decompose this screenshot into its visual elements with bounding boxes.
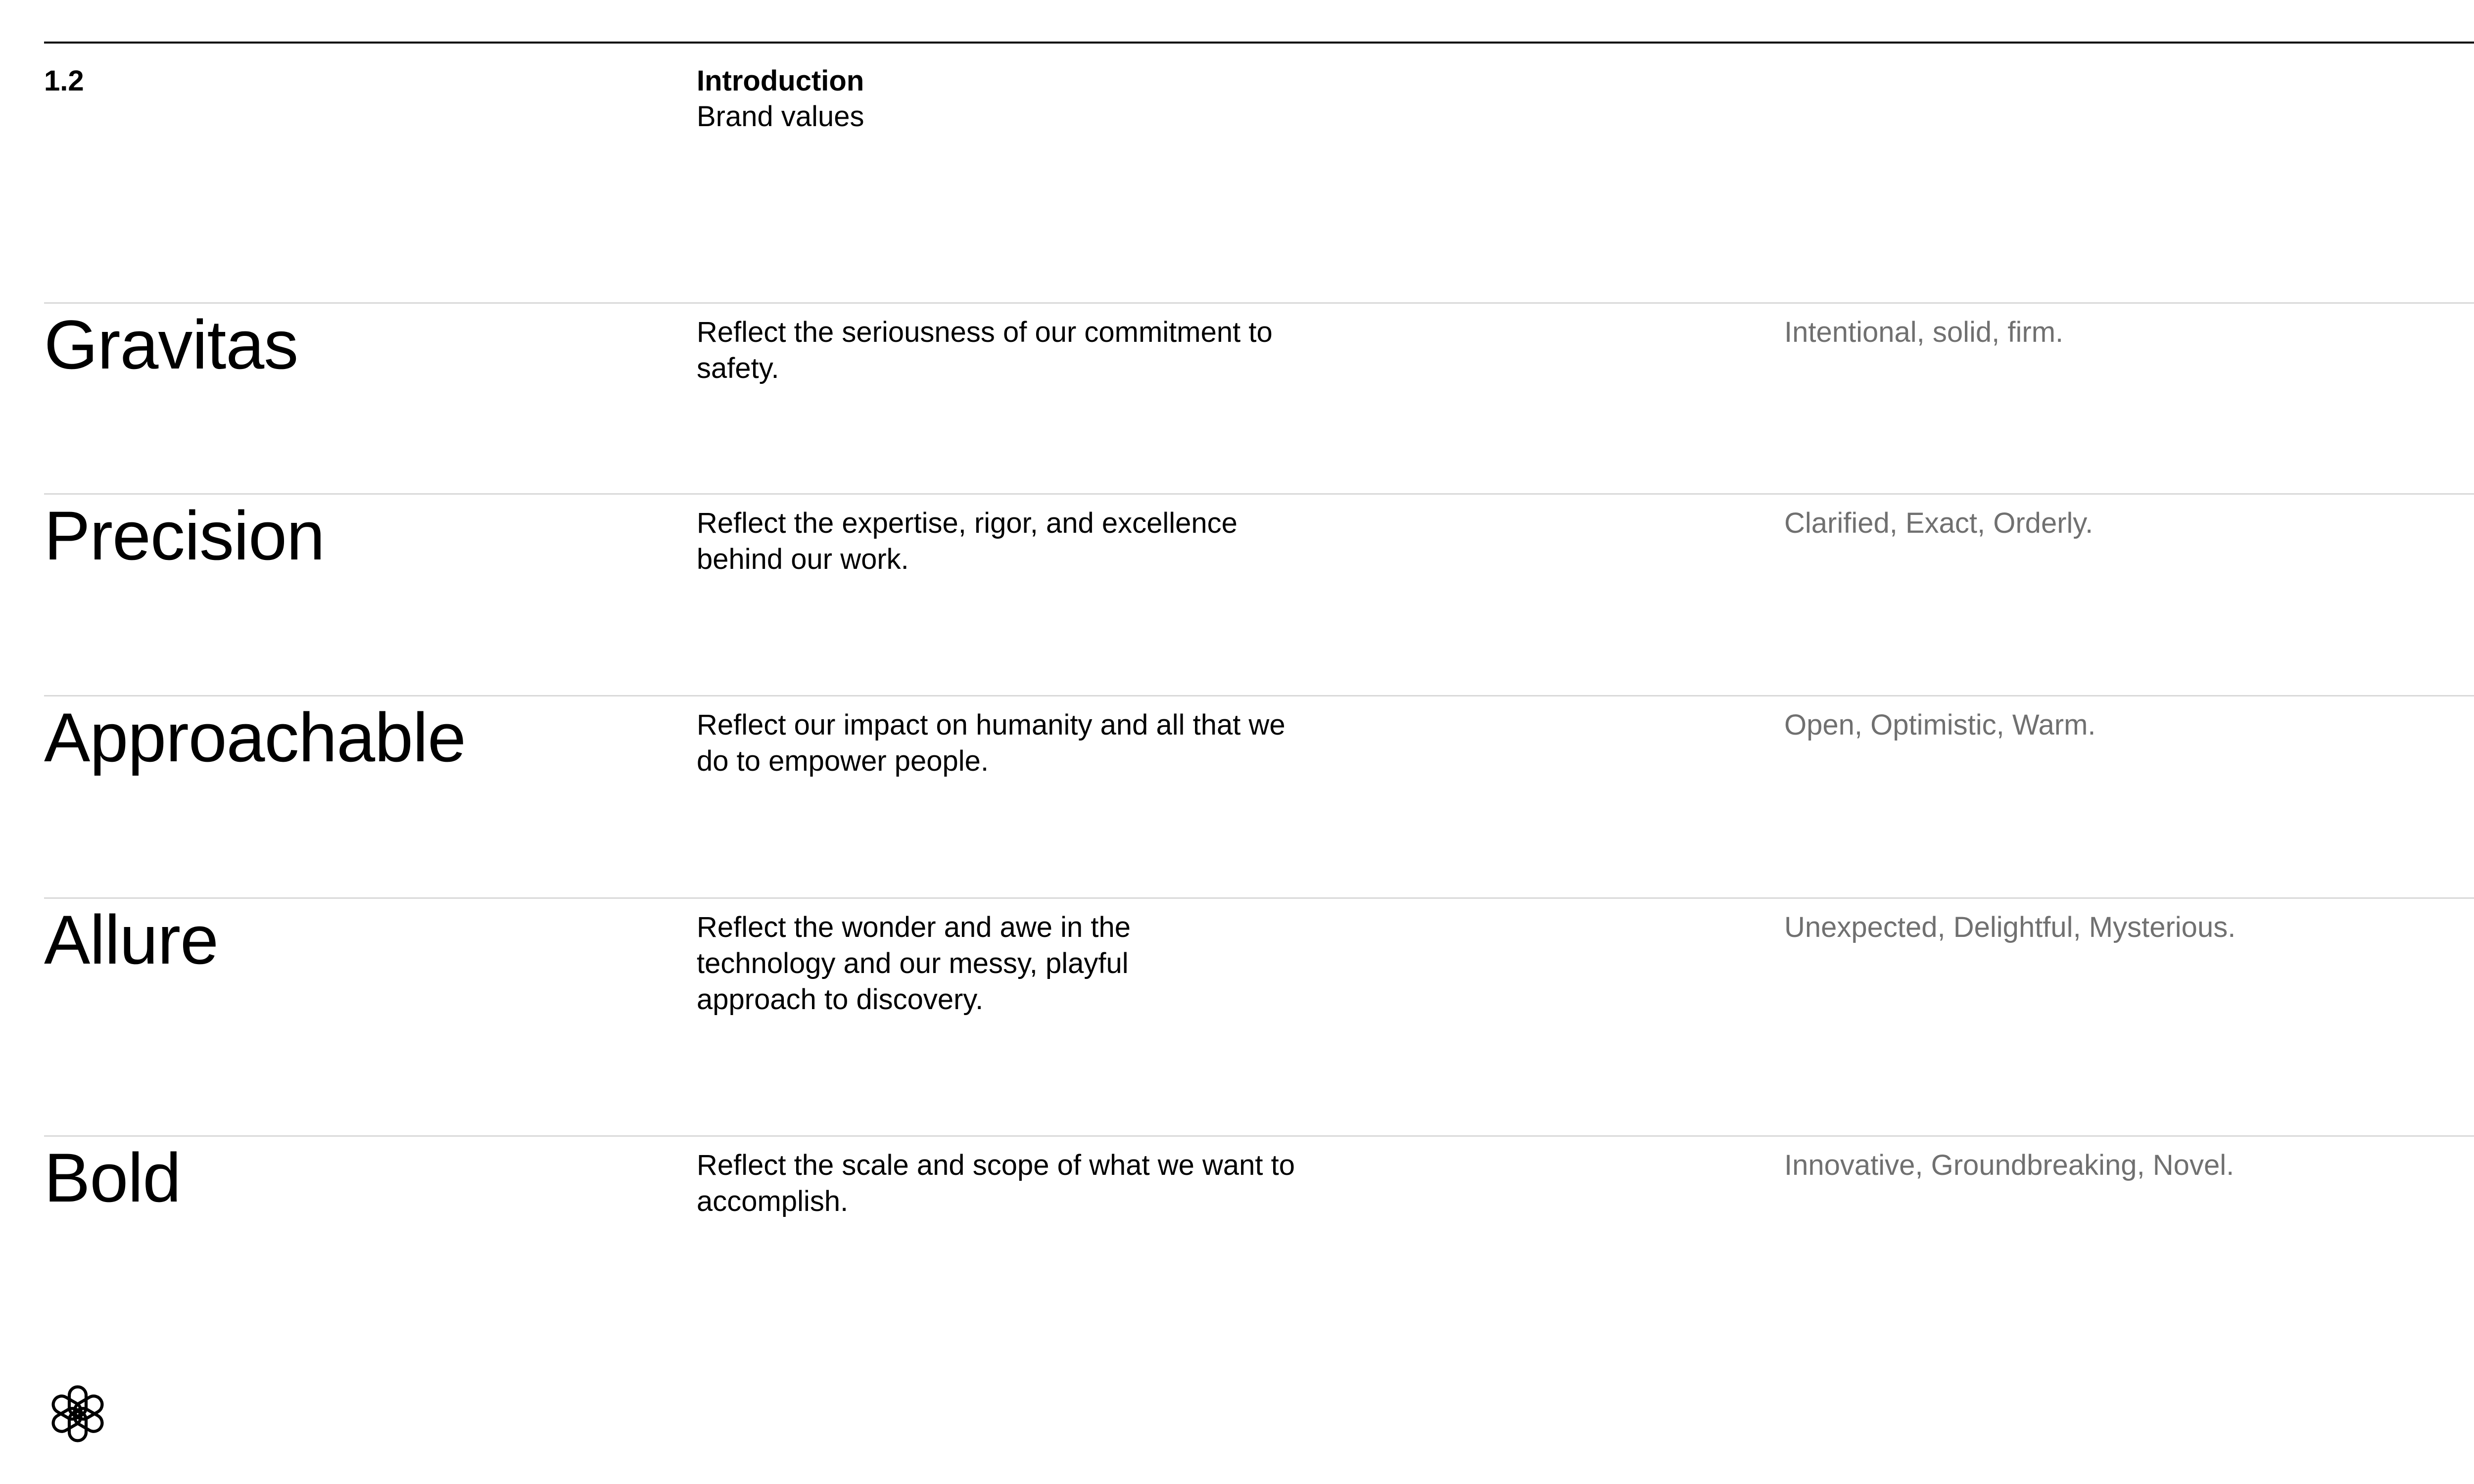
value-description: Reflect the wonder and awe in the technology and our messy, playful approach to discovery. bbox=[697, 911, 1131, 1016]
value-description: Reflect our impact on humanity and all that we do to empower people. bbox=[697, 709, 1285, 777]
row-divider bbox=[44, 493, 2474, 495]
value-traits: Unexpected, Delightful, Mysterious. bbox=[1784, 911, 2236, 943]
row-divider bbox=[44, 302, 2474, 304]
value-name: Allure bbox=[44, 901, 218, 978]
row-divider bbox=[44, 1135, 2474, 1137]
value-name: Approachable bbox=[44, 698, 466, 776]
value-traits: Clarified, Exact, Orderly. bbox=[1784, 507, 2093, 539]
section-title: Introduction bbox=[697, 65, 864, 97]
value-traits: Innovative, Groundbreaking, Novel. bbox=[1784, 1149, 2235, 1181]
row-divider bbox=[44, 695, 2474, 696]
section-number: 1.2 bbox=[44, 65, 84, 97]
value-name: Bold bbox=[44, 1139, 181, 1216]
openai-logo-icon bbox=[44, 1380, 111, 1447]
value-description: Reflect the expertise, rigor, and excellence behind our work. bbox=[697, 507, 1237, 575]
value-name: Gravitas bbox=[44, 306, 298, 383]
row-divider bbox=[44, 897, 2474, 899]
value-traits: Open, Optimistic, Warm. bbox=[1784, 709, 2096, 741]
value-description: Reflect the seriousness of our commitment to safety. bbox=[697, 316, 1273, 384]
section-subtitle: Brand values bbox=[697, 100, 864, 133]
value-description: Reflect the scale and scope of what we want to accomplish. bbox=[697, 1149, 1295, 1217]
header-divider bbox=[44, 42, 2474, 44]
value-name: Precision bbox=[44, 497, 325, 574]
value-traits: Intentional, solid, firm. bbox=[1784, 316, 2064, 348]
